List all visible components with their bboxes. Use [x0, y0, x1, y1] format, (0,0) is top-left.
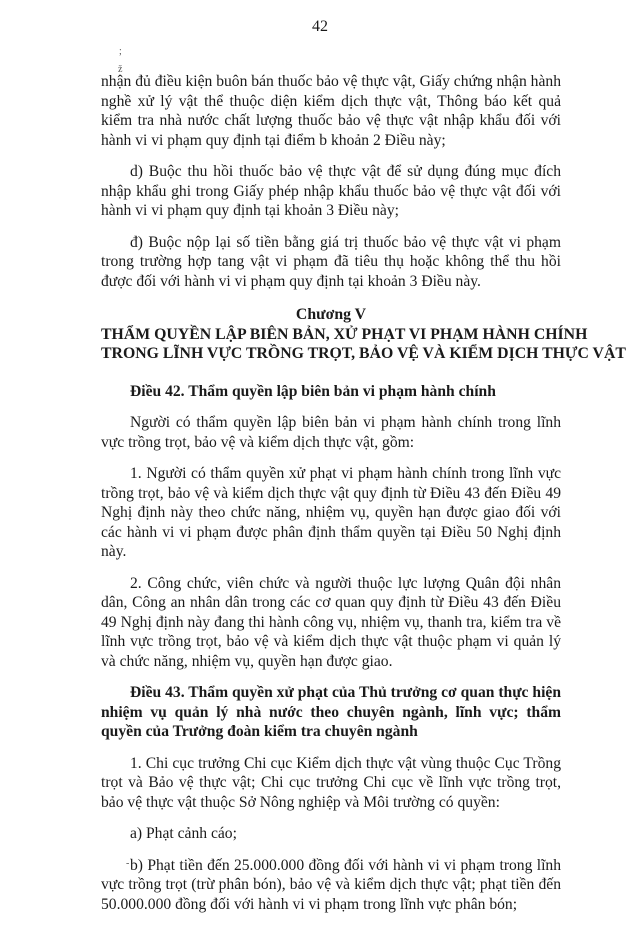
paragraph: b) Phạt tiền đến 25.000.000 đồng đối với hành vi vi phạm trong lĩnh vực trồng trọt (trừ phân bón), bảo vệ và kiểm dịch thực vật; phạt tiền đến 50.000.000 đồng đối với hành vi vi phạm trong lĩnh vực phân bón; — [101, 856, 561, 913]
paragraph: nhận đủ điều kiện buôn bán thuốc bảo vệ thực vật, Giấy chứng nhận hành nghề xử lý vật thể thuộc diện kiểm dịch thực vật, Thông báo kết quả kiểm tra nhà nước chất lượng thuốc bảo vệ thực vật nhập khẩu đối với hành vi vi phạm quy định tại điểm b khoản 2 Điều này; — [101, 73, 561, 149]
article-42-title: Điều 42. Thẩm quyền lập biên bản vi phạm hành chính — [130, 382, 496, 400]
margin-mark: - — [126, 858, 130, 869]
chapter-label: Chương V — [295, 306, 367, 323]
paragraph: 2. Công chức, viên chức và người thuộc lực lượng Quân đội nhân dân, Công an nhân dân trong các cơ quan quy định từ Điều 43 đến Điều 49 Nghị định này đang thi hành công vụ, nhiệm vụ, thanh tra, kiểm tra về lĩnh vực trồng trọt, bảo vệ và kiểm dịch thực vật thuộc phạm vi quản lý và chức năng, nhiệm vụ, quyền hạn được giao. — [101, 574, 561, 670]
chapter-title-line: THẨM QUYỀN LẬP BIÊN BẢN, XỬ PHẠT VI PHẠM HÀNH CHÍNH — [101, 325, 588, 343]
paragraph: 1. Người có thẩm quyền xử phạt vi phạm hành chính trong lĩnh vực trồng trọt, bảo vệ và kiểm dịch thực vật quy định từ Điều 43 đến Điều 49 Nghị định này theo chức năng, nhiệm vụ, quyền hạn được giao đối với các hành vi vi phạm được phân định thẩm quyền tại Điều 50 Nghị định này. — [101, 465, 561, 560]
chapter-title-line: TRONG LĨNH VỰC TRỒNG TRỌT, BẢO VỆ VÀ KIỂM DỊCH THỰC VẬT — [101, 345, 626, 362]
paragraph: đ) Buộc nộp lại số tiền bằng giá trị thuốc bảo vệ thực vật vi phạm trong trường hợp tang vật vi phạm đã tiêu thụ hoặc không thể thu hồi được đối với hành vi vi phạm quy định tại khoản 3 Điều này. — [101, 233, 561, 290]
paragraph: 1. Chi cục trưởng Chi cục Kiểm dịch thực vật vùng thuộc Cục Trồng trọt và Bảo vệ thực vật; Chi cục trưởng Chi cục về lĩnh vực trồng trọt, bảo vệ thực vật thuộc Sở Nông nghiệp và Môi trường có quyền: — [101, 754, 561, 811]
paragraph: d) Buộc thu hồi thuốc bảo vệ thực vật để sử dụng đúng mục đích nhập khẩu ghi trong Giấy phép nhập khẩu thuốc bảo vệ thực vật đối với hành vi vi phạm quy định tại khoản 3 Điều này; — [101, 163, 561, 219]
chapter-heading — [101, 305, 626, 364]
paragraph: Người có thẩm quyền lập biên bản vi phạm hành chính trong lĩnh vực trồng trọt, bảo vệ và kiểm dịch thực vật, gồm: — [101, 414, 561, 451]
document-body — [101, 72, 626, 926]
article-43-title: Điều 43. Thẩm quyền xử phạt của Thủ trưởng cơ quan thực hiện nhiệm vụ quản lý nhà nước theo chuyên ngành, lĩnh vực; thẩm quyền của Trưởng đoàn kiểm tra chuyên ngành — [101, 684, 561, 740]
margin-mark: ; — [119, 46, 122, 57]
page-number: 42 — [312, 18, 328, 35]
margin-mark: ž — [118, 64, 123, 75]
paragraph: a) Phạt cảnh cáo; — [130, 825, 237, 842]
